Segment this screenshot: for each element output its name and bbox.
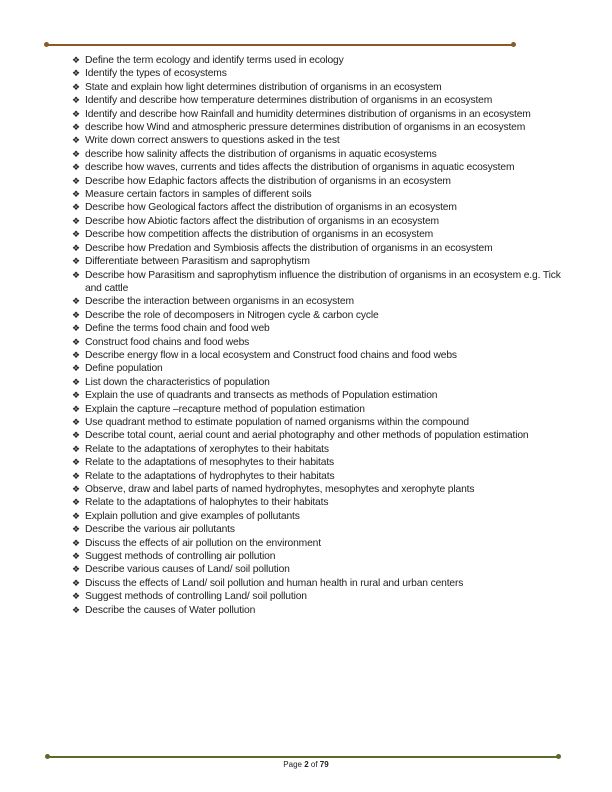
diamond-bullet-icon: ❖ [72, 443, 80, 454]
list-item [72, 94, 564, 107]
list-item-text: Differentiate between Parasitism and saprophytism [85, 256, 310, 268]
list-item-text: Construct food chains and food webs [85, 336, 250, 348]
list-item-text: Describe various causes of Land/ soil pollution [85, 564, 290, 576]
diamond-bullet-icon: ❖ [72, 510, 80, 521]
list-item-text: Describe how Geological factors affect the distribution of organisms in an ecosystem [85, 202, 457, 214]
diamond-bullet-icon: ❖ [72, 430, 80, 441]
objectives-list [72, 54, 564, 617]
list-item [72, 496, 564, 509]
list-item [72, 349, 564, 362]
diamond-bullet-icon: ❖ [72, 457, 80, 468]
list-item-text: Suggest methods of controlling Land/ soil pollution [85, 591, 307, 603]
list-item [72, 228, 564, 241]
diamond-bullet-icon: ❖ [72, 551, 80, 562]
list-item [72, 362, 564, 375]
list-item [72, 188, 564, 201]
list-item-text: Describe energy flow in a local ecosystem and Construct food chains and food webs [85, 349, 457, 361]
list-item [72, 215, 564, 228]
diamond-bullet-icon: ❖ [72, 135, 80, 146]
list-item-text: describe how Wind and atmospheric pressure determines distribution of organisms in an ecosystem [85, 122, 526, 134]
list-item [72, 403, 564, 416]
list-item-text: describe how salinity affects the distribution of organisms in aquatic ecosystems [85, 148, 437, 160]
list-item [72, 295, 564, 308]
diamond-bullet-icon: ❖ [72, 403, 80, 414]
list-item [72, 483, 564, 496]
list-item [72, 470, 564, 483]
list-item-text: State and explain how light determines distribution of organisms in an ecosystem [85, 81, 442, 93]
list-item-text: Describe the role of decomposers in Nitrogen cycle & carbon cycle [85, 309, 379, 321]
list-item [72, 108, 564, 121]
diamond-bullet-icon: ❖ [72, 309, 80, 320]
list-item [72, 309, 564, 322]
diamond-bullet-icon: ❖ [72, 537, 80, 548]
diamond-bullet-icon: ❖ [72, 591, 80, 602]
list-item [72, 161, 564, 174]
list-item [72, 201, 564, 214]
diamond-bullet-icon: ❖ [72, 189, 80, 200]
list-item [72, 81, 564, 94]
list-item [72, 590, 564, 603]
list-item-text: Identify the types of ecosystems [85, 68, 227, 80]
list-item-text: Relate to the adaptations of halophytes to their habitats [85, 497, 329, 509]
list-item-text: Measure certain factors in samples of different soils [85, 189, 312, 201]
list-item-text: Describe total count, aerial count and aerial photography and other methods of population estimation [85, 430, 529, 442]
list-item-text: Describe how Abiotic factors affect the distribution of organisms in an ecosystem [85, 215, 439, 227]
diamond-bullet-icon: ❖ [72, 524, 80, 535]
diamond-bullet-icon: ❖ [72, 122, 80, 133]
total-pages: 79 [319, 760, 329, 769]
list-item-text: Observe, draw and label parts of named hydrophytes, mesophytes and xerophyte plants [85, 484, 475, 495]
diamond-bullet-icon: ❖ [72, 497, 80, 508]
list-item-text: Explain the use of quadrants and transects as methods of Population estimation [85, 390, 438, 402]
list-item-text: Discuss the effects of air pollution on the environment [85, 537, 321, 549]
list-item [72, 148, 564, 161]
diamond-bullet-icon: ❖ [72, 148, 80, 159]
list-item-text: Relate to the adaptations of hydrophytes to their habitats [85, 470, 335, 482]
list-item-text: Identify and describe how temperature determines distribution of organisms in an ecosystem [85, 95, 493, 107]
diamond-bullet-icon: ❖ [72, 484, 80, 494]
list-item [72, 550, 564, 563]
diamond-bullet-icon: ❖ [72, 577, 80, 588]
list-item [72, 429, 564, 442]
list-item-text: Relate to the adaptations of xerophytes to their habitats [85, 443, 329, 455]
list-item [72, 510, 564, 523]
list-item [72, 577, 564, 590]
diamond-bullet-icon: ❖ [72, 55, 80, 65]
diamond-bullet-icon: ❖ [72, 604, 80, 615]
list-item-text: Describe the causes of Water pollution [85, 604, 256, 616]
list-item [72, 255, 564, 268]
of-label: of [308, 760, 320, 769]
diamond-bullet-icon: ❖ [72, 564, 80, 575]
diamond-bullet-icon: ❖ [72, 95, 80, 106]
list-item [72, 336, 564, 349]
list-item [72, 322, 564, 335]
diamond-bullet-icon: ❖ [72, 336, 80, 347]
list-item-text: Describe how Parasitism and saprophytism influence the distribution of organisms in an ecosystem e.g. Tick and cattle [85, 269, 561, 294]
list-item-text: Define the terms food chain and food web [85, 323, 270, 335]
list-item-text: Define the term ecology and identify terms used in ecology [85, 55, 344, 66]
list-item [72, 537, 564, 550]
diamond-bullet-icon: ❖ [72, 215, 80, 226]
list-item-text: Suggest methods of controlling air pollution [85, 551, 276, 563]
list-item [72, 563, 564, 576]
list-item-text: Relate to the adaptations of mesophytes to their habitats [85, 457, 335, 469]
list-item-text: Define population [85, 363, 163, 375]
list-item [72, 376, 564, 389]
list-item [72, 175, 564, 188]
list-item-text: Explain pollution and give examples of pollutants [85, 510, 300, 522]
list-item-text: Identify and describe how Rainfall and humidity determines distribution of organisms in an ecosystem [85, 108, 531, 120]
diamond-bullet-icon: ❖ [72, 390, 80, 401]
list-item [72, 242, 564, 255]
diamond-bullet-icon: ❖ [72, 162, 80, 173]
diamond-bullet-icon: ❖ [72, 202, 80, 213]
list-item-text: Discuss the effects of Land/ soil pollution and human health in rural and urban centers [85, 577, 464, 589]
list-item-text: Explain the capture –recapture method of population estimation [85, 403, 365, 415]
list-item [72, 134, 564, 147]
page-label: Page [283, 760, 305, 769]
diamond-bullet-icon: ❖ [72, 256, 80, 267]
diamond-bullet-icon: ❖ [72, 68, 80, 79]
diamond-bullet-icon: ❖ [72, 323, 80, 334]
diamond-bullet-icon: ❖ [72, 242, 80, 253]
diamond-bullet-icon: ❖ [72, 363, 80, 374]
diamond-bullet-icon: ❖ [72, 349, 80, 360]
list-item [72, 54, 564, 67]
list-item [72, 604, 564, 617]
list-item [72, 456, 564, 469]
list-item [72, 389, 564, 402]
list-item [72, 121, 564, 134]
diamond-bullet-icon: ❖ [72, 416, 80, 427]
list-item-text: Describe how Predation and Symbiosis affects the distribution of organisms in an ecosystem [85, 242, 493, 254]
diamond-bullet-icon: ❖ [72, 296, 80, 307]
diamond-bullet-icon: ❖ [72, 229, 80, 240]
list-item-text: Describe the interaction between organisms in an ecosystem [85, 296, 354, 308]
diamond-bullet-icon: ❖ [72, 269, 80, 280]
list-item [72, 67, 564, 80]
list-item-text: List down the characteristics of population [85, 376, 270, 388]
header-rule [46, 44, 514, 46]
diamond-bullet-icon: ❖ [72, 175, 80, 186]
diamond-bullet-icon: ❖ [72, 376, 80, 387]
list-item-text: Use quadrant method to estimate population of named organisms within the compound [85, 416, 469, 428]
list-item-text: describe how waves, currents and tides affects the distribution of organisms in aquatic ecosystem [85, 162, 515, 174]
list-item-text: Describe how Edaphic factors affects the distribution of organisms in an ecosystem [85, 175, 451, 187]
list-item-text: Describe how competition affects the distribution of organisms in an ecosystem [85, 229, 434, 241]
list-item-text: Write down correct answers to questions asked in the test [85, 135, 340, 147]
list-item [72, 416, 564, 429]
diamond-bullet-icon: ❖ [72, 108, 80, 119]
list-item [72, 523, 564, 536]
footer-rule [47, 756, 559, 758]
diamond-bullet-icon: ❖ [72, 470, 80, 481]
current-page: 2 [304, 760, 309, 769]
list-item-text: Describe the various air pollutants [85, 524, 235, 536]
list-item [72, 269, 564, 296]
diamond-bullet-icon: ❖ [72, 81, 80, 92]
list-item [72, 443, 564, 456]
page-number [0, 760, 612, 769]
